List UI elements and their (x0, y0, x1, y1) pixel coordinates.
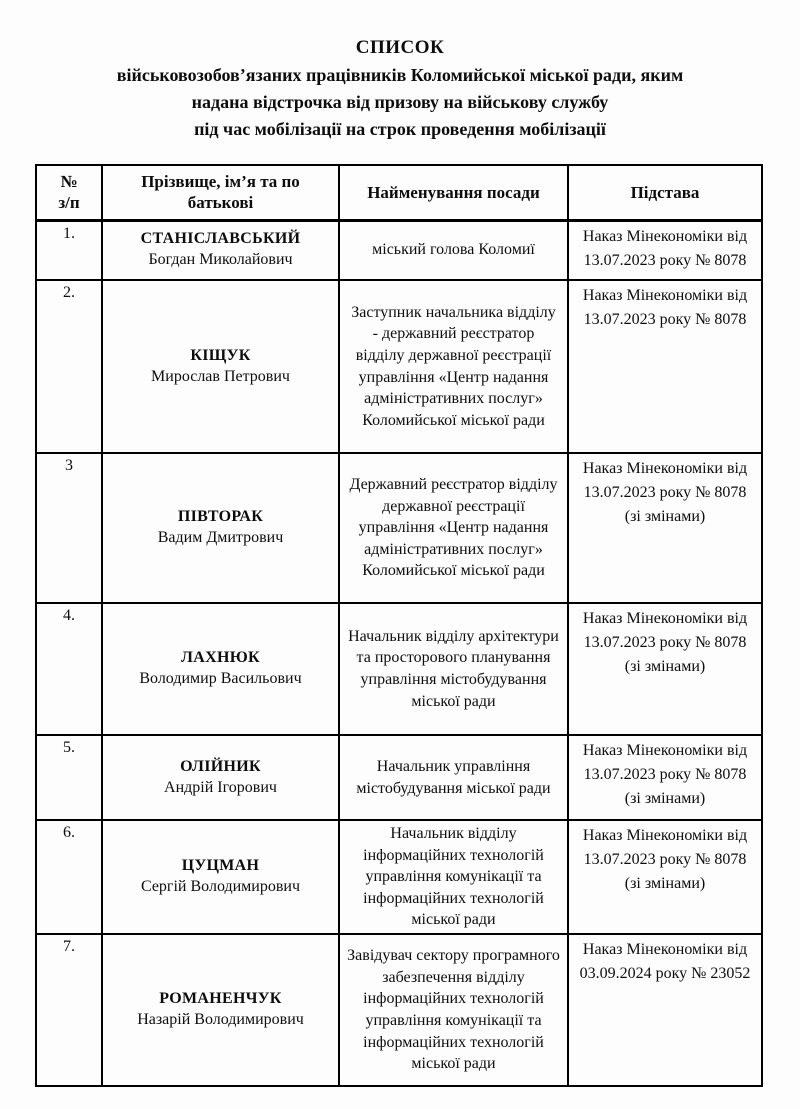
person-name-cell (102, 220, 339, 280)
person-given-name: Мирослав Петрович (151, 367, 290, 385)
row-number: 2. (36, 280, 102, 453)
row-number: 4. (36, 603, 102, 735)
basis-cell: Наказ Мінекономіки від 13.07.2023 року № 8078 (зі змінами) (568, 820, 762, 934)
table-row (36, 820, 762, 934)
deferral-list-table (35, 164, 763, 1087)
table-row (36, 934, 762, 1086)
person-name-cell (102, 603, 339, 735)
table-row (36, 735, 762, 820)
document-title (20, 34, 780, 143)
position-cell: Начальник відділу архітектури та просторового планування управління містобудування міської ради (339, 603, 568, 735)
person-name-cell (102, 735, 339, 820)
row-number: 5. (36, 735, 102, 820)
position-cell: Заступник начальника відділу - державний реєстратор відділу державної реєстрації управління «Центр надання адміністративних послуг» Коломийської міської ради (339, 280, 568, 453)
title-line-2: військовозобов’язаних працівників Коломийської міської ради, яким (116, 65, 684, 85)
header-name: Прізвище, ім’я та по батькові (102, 165, 339, 220)
person-given-name: Володимир Васильович (139, 670, 302, 687)
position-cell: міський голова Коломиї (339, 220, 568, 280)
title-line-3: надана відстрочка від призову на військову службу (191, 92, 609, 112)
position-cell: Начальник управління містобудування міської ради (339, 735, 568, 820)
person-surname: КІЩУК (190, 346, 251, 364)
table-row (36, 603, 762, 735)
table-row (36, 280, 762, 453)
person-name-cell (102, 820, 339, 934)
header-num-line1: № (60, 172, 78, 191)
person-given-name: Богдан Миколайович (148, 251, 293, 269)
person-surname: ОЛІЙНИК (180, 757, 261, 775)
title-line-4: під час мобілізації на строк проведення мобілізації (194, 119, 606, 139)
basis-cell: Наказ Мінекономіки від 03.09.2024 року № 23052 (568, 934, 762, 1086)
person-given-name: Назарій Володимирович (137, 1010, 304, 1028)
person-given-name: Вадим Дмитрович (157, 529, 284, 546)
basis-cell: Наказ Мінекономіки від 13.07.2023 року № 8078 (568, 220, 762, 280)
basis-cell: Наказ Мінекономіки від 13.07.2023 року № 8078 (зі змінами) (568, 735, 762, 820)
person-name-cell (102, 934, 339, 1086)
table-row (36, 453, 762, 603)
position-cell: Державний реєстратор відділу державної реєстрації управління «Центр надання адміністративних послуг» Коломийської міської ради (339, 453, 568, 603)
header-basis: Підстава (568, 165, 762, 220)
person-surname: ПІВТОРАК (177, 508, 264, 526)
position-cell: Начальник відділу інформаційних технологій управління комунікації та інформаційних технологій міської ради (339, 820, 568, 934)
basis-cell: Наказ Мінекономіки від 13.07.2023 року № 8078 (зі змінами) (568, 603, 762, 735)
row-number: 3 (36, 453, 102, 603)
header-num (36, 165, 102, 220)
person-surname: ЦУЦМАН (181, 857, 260, 875)
person-surname: СТАНІСЛАВСЬКИЙ (140, 230, 301, 248)
position-cell: Завідувач сектору програмного забезпечення відділу інформаційних технологій управління комунікації та інформаційних технологій міської ради (339, 934, 568, 1086)
title-heading: СПИСОК (355, 37, 445, 58)
person-given-name: Сергій Володимирович (140, 877, 301, 895)
person-name-cell (102, 453, 339, 603)
basis-cell: Наказ Мінекономіки від 13.07.2023 року № 8078 (568, 280, 762, 453)
row-number: 6. (36, 820, 102, 934)
person-surname: ЛАХНЮК (181, 649, 260, 667)
person-name-cell (102, 280, 339, 453)
row-number: 1. (36, 220, 102, 280)
header-position: Найменування посади (339, 165, 568, 220)
table-header-row (36, 165, 762, 220)
person-given-name: Андрій Ігорович (164, 778, 277, 796)
table-row (36, 220, 762, 280)
person-surname: РОМАНЕНЧУК (159, 990, 282, 1008)
header-num-line2: з/п (58, 193, 80, 213)
row-number: 7. (36, 934, 102, 1086)
basis-cell: Наказ Мінекономіки від 13.07.2023 року № 8078 (зі змінами) (568, 453, 762, 603)
